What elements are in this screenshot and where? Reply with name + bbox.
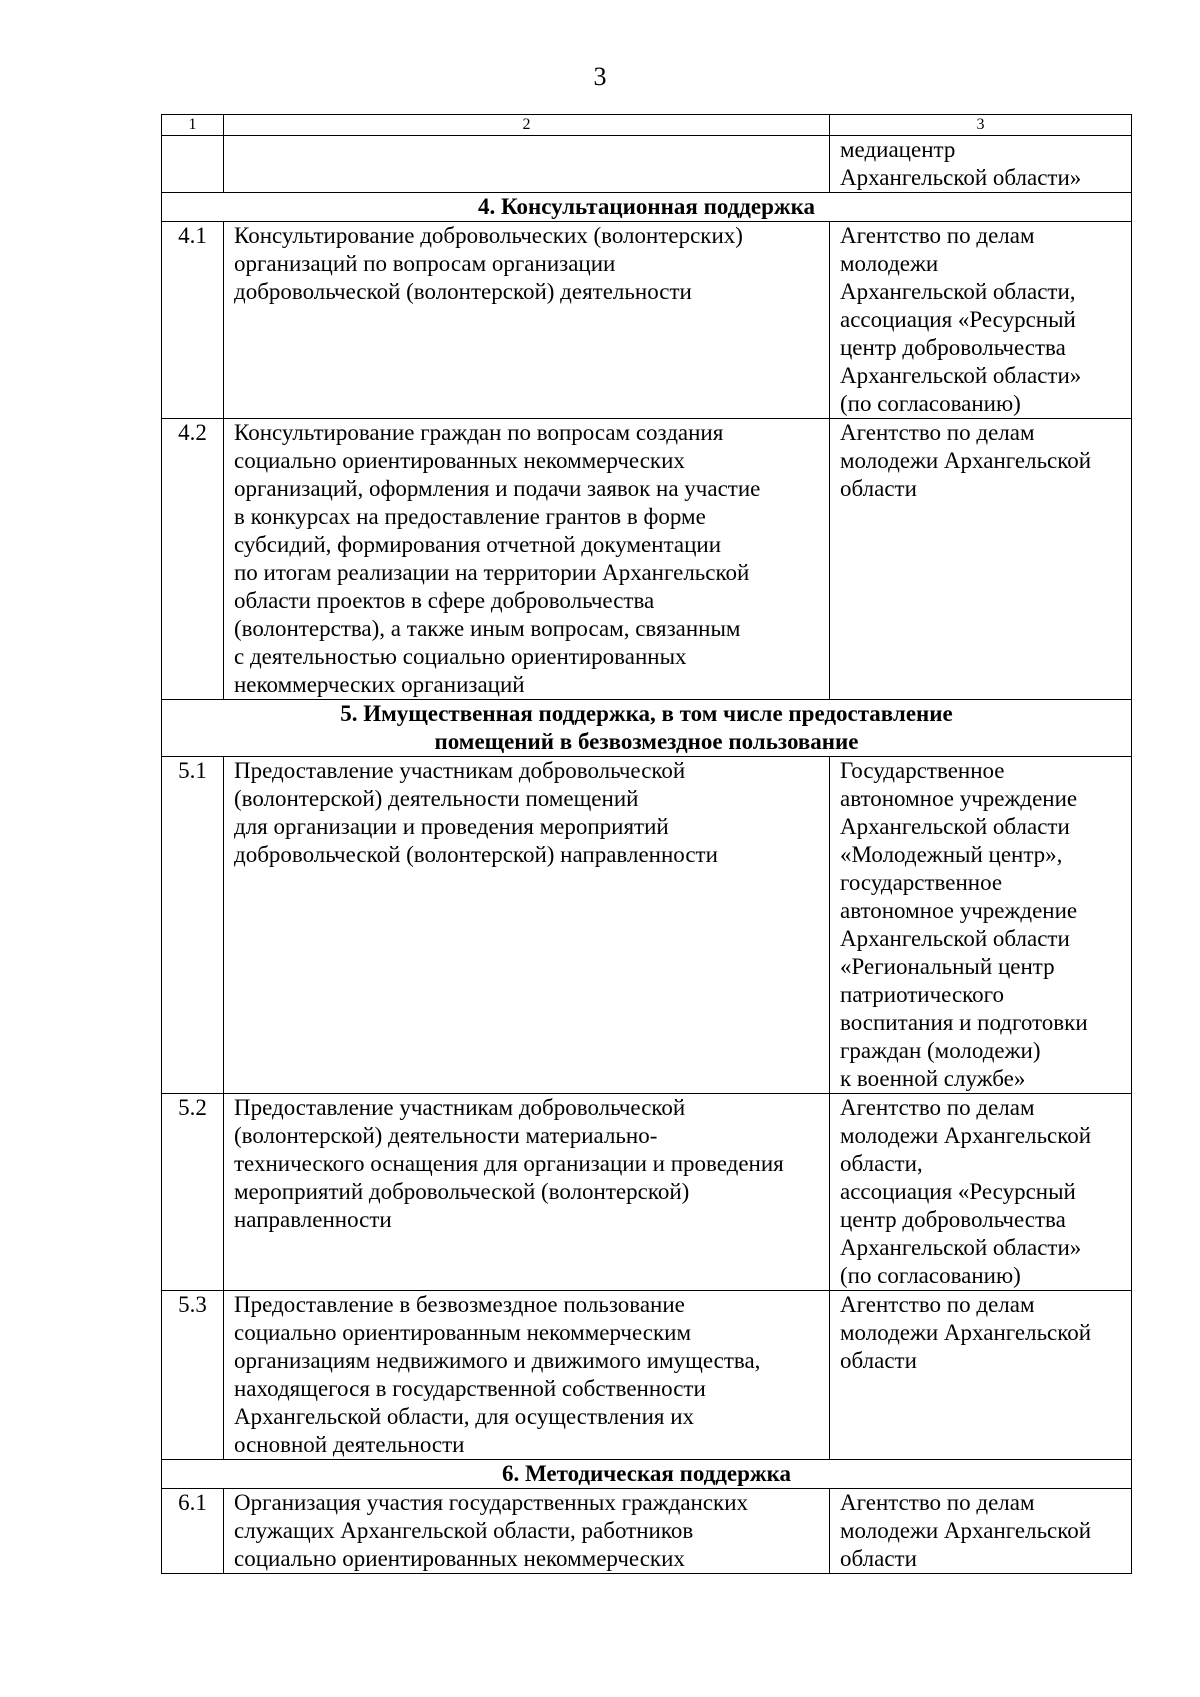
executor-line: «Молодежный центр», <box>840 842 1063 867</box>
description-line: добровольческой (волонтерской) деятельности <box>234 279 692 304</box>
executor-line: Архангельской области <box>840 814 1070 839</box>
executor-line: Государственное <box>840 758 1005 783</box>
description-line: служащих Архангельской области, работников <box>234 1518 694 1543</box>
description-line: организаций по вопросам организации <box>234 251 616 276</box>
section-heading-line: помещений в безвозмездное пользование <box>434 729 859 754</box>
column-number-3: 3 <box>830 115 1132 136</box>
executor-line: молодежи Архангельской <box>840 1320 1092 1345</box>
executor-line: центр добровольчества <box>840 1207 1066 1232</box>
section-heading-row <box>162 700 1132 757</box>
section-heading-row <box>162 193 1132 222</box>
description-line: социально ориентированных некоммерческих <box>234 448 685 473</box>
continuation-row <box>162 136 1132 193</box>
executor-line: автономное учреждение <box>840 898 1078 923</box>
row-description <box>224 1489 830 1574</box>
page-number: 3 <box>593 62 607 91</box>
table-row <box>162 1094 1132 1291</box>
executor-line: патриотического <box>840 982 1005 1007</box>
executor-line: медиацентр <box>840 137 956 162</box>
table-row <box>162 419 1132 700</box>
executor-line: Агентство по делам <box>840 1292 1035 1317</box>
executor-line: (по согласованию) <box>840 1263 1021 1288</box>
description-line: Архангельской области, для осуществления их <box>234 1404 695 1429</box>
row-executor <box>830 1094 1132 1291</box>
executor-line: автономное учреждение <box>840 786 1078 811</box>
row-number: 5.1 <box>162 757 224 1094</box>
row-description <box>224 1291 830 1460</box>
description-line: Предоставление участникам добровольческой <box>234 758 686 783</box>
executor-line: молодежи Архангельской <box>840 448 1092 473</box>
description-line: Организация участия государственных гражданских <box>234 1490 749 1515</box>
section-heading <box>162 700 1132 757</box>
description-line: Предоставление участникам добровольческой <box>234 1095 686 1120</box>
executor-line: Архангельской области» <box>840 363 1082 388</box>
executor-line: молодежи Архангельской <box>840 1123 1092 1148</box>
executor-line: ассоциация «Ресурсный <box>840 307 1076 332</box>
row-description <box>224 136 830 193</box>
executor-line: области <box>840 1546 917 1571</box>
executor-line: Архангельской области» <box>840 165 1082 190</box>
row-number: 5.3 <box>162 1291 224 1460</box>
executor-line: области <box>840 476 917 501</box>
description-line: технического оснащения для организации и проведения <box>234 1151 784 1176</box>
executor-line: молодежи Архангельской <box>840 1518 1092 1543</box>
description-line: направленности <box>234 1207 392 1232</box>
section-heading-line: 6. Методическая поддержка <box>501 1461 792 1486</box>
description-line: Предоставление в безвозмездное пользование <box>234 1292 685 1317</box>
executor-line: Агентство по делам <box>840 223 1035 248</box>
column-number-row <box>162 115 1132 136</box>
row-description <box>224 222 830 419</box>
section-heading <box>162 193 1132 222</box>
executor-line: Архангельской области <box>840 926 1070 951</box>
description-line: (волонтерства), а также иным вопросам, связанным <box>234 616 741 641</box>
executor-line: молодежи <box>840 251 939 276</box>
table-row <box>162 222 1132 419</box>
description-line: субсидий, формирования отчетной документации <box>234 532 721 557</box>
row-executor <box>830 136 1132 193</box>
executor-line: Архангельской области» <box>840 1235 1082 1260</box>
executor-line: (по согласованию) <box>840 391 1021 416</box>
description-line: (волонтерской) деятельности материально- <box>234 1123 658 1148</box>
description-line: (волонтерской) деятельности помещений <box>234 786 639 811</box>
description-line: организациям недвижимого и движимого имущества, <box>234 1348 761 1373</box>
description-line: Консультирование граждан по вопросам создания <box>234 420 724 445</box>
description-line: некоммерческих организаций <box>234 672 525 697</box>
row-description <box>224 1094 830 1291</box>
description-line: для организации и проведения мероприятий <box>234 814 669 839</box>
executor-line: граждан (молодежи) <box>840 1038 1041 1063</box>
executor-line: Агентство по делам <box>840 420 1035 445</box>
row-number <box>162 136 224 193</box>
description-line: по итогам реализации на территории Архангельской <box>234 560 750 585</box>
row-executor <box>830 757 1132 1094</box>
description-line: находящегося в государственной собственности <box>234 1376 706 1401</box>
row-number: 6.1 <box>162 1489 224 1574</box>
executor-line: области <box>840 1348 917 1373</box>
table-row <box>162 1291 1132 1460</box>
row-executor <box>830 222 1132 419</box>
executor-line: Архангельской области, <box>840 279 1076 304</box>
section-heading-row <box>162 1460 1132 1489</box>
description-line: Консультирование добровольческих (волонтерских) <box>234 223 743 248</box>
executor-line: области, <box>840 1151 923 1176</box>
description-line: основной деятельности <box>234 1432 465 1457</box>
section-heading-line: 4. Консультационная поддержка <box>477 194 816 219</box>
executor-line: «Региональный центр <box>840 954 1055 979</box>
column-number-2: 2 <box>224 115 830 136</box>
description-line: мероприятий добровольческой (волонтерской) <box>234 1179 690 1204</box>
executor-line: Агентство по делам <box>840 1095 1035 1120</box>
description-line: добровольческой (волонтерской) направленности <box>234 842 718 867</box>
row-description <box>224 419 830 700</box>
column-number-1: 1 <box>162 115 224 136</box>
row-description <box>224 757 830 1094</box>
table-row <box>162 757 1132 1094</box>
row-number: 5.2 <box>162 1094 224 1291</box>
description-line: организаций, оформления и подачи заявок на участие <box>234 476 761 501</box>
description-line: в конкурсах на предоставление грантов в форме <box>234 504 706 529</box>
row-executor <box>830 1291 1132 1460</box>
measures-table <box>161 114 1132 1574</box>
description-line: социально ориентированным некоммерческим <box>234 1320 692 1345</box>
table-row <box>162 1489 1132 1574</box>
row-executor <box>830 1489 1132 1574</box>
description-line: с деятельностью социально ориентированных <box>234 644 687 669</box>
description-line: социально ориентированных некоммерческих <box>234 1546 685 1571</box>
executor-line: ассоциация «Ресурсный <box>840 1179 1076 1204</box>
row-number: 4.1 <box>162 222 224 419</box>
executor-line: к военной службе» <box>840 1066 1026 1091</box>
executor-line: Агентство по делам <box>840 1490 1035 1515</box>
description-line: области проектов в сфере добровольчества <box>234 588 655 613</box>
row-number: 4.2 <box>162 419 224 700</box>
executor-line: воспитания и подготовки <box>840 1010 1088 1035</box>
executor-line: центр добровольчества <box>840 335 1066 360</box>
row-executor <box>830 419 1132 700</box>
section-heading <box>162 1460 1132 1489</box>
section-heading-line: 5. Имущественная поддержка, в том числе предоставление <box>340 701 953 726</box>
executor-line: государственное <box>840 870 1003 895</box>
